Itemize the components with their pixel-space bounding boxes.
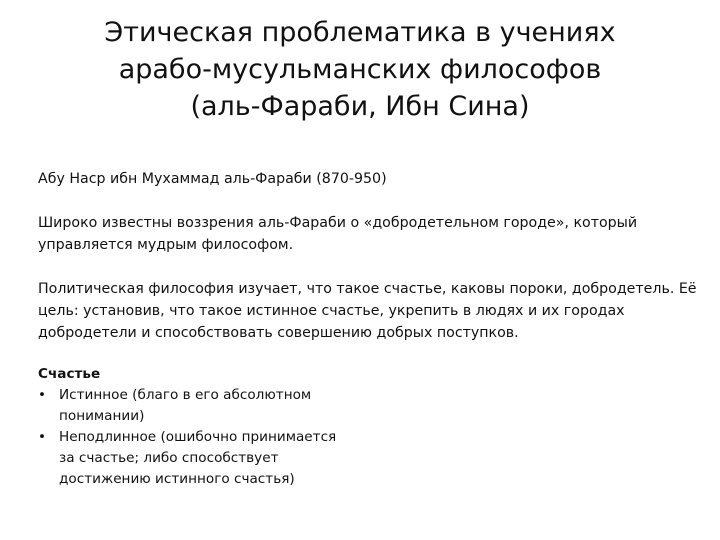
bullet-icon: • [38,387,47,403]
title-line-3: (аль-Фараби, Ибн Сина) [190,91,530,122]
title-line-2: арабо-мусульманских философов [118,54,602,85]
political-philosophy-paragraph: Политическая философия изучает, что такое счастье, каковы пороки, добродетель. Её цель: установив, что такое истинное счастье, укрепить в людях и их городах добродетели и способствовать совершению добрых поступков. [38,281,697,341]
happiness-list [38,385,368,490]
bullet-icon: • [38,429,47,445]
list-item-true-happiness [38,385,349,427]
list-item-false-happiness [38,427,349,490]
title-line-1: Этическая проблематика в учениях [104,17,616,48]
happiness-heading: Счастье [38,366,101,382]
slide-title [40,14,680,125]
happiness-section [38,364,368,490]
list-item-text: Истинное (благо в его абсолютном понимании) [59,387,312,424]
body-text [38,168,698,344]
list-item-text: Неподлинное (ошибочно принимается за счастье; либо способствует достижению истинного счастья) [59,429,337,487]
author-line: Абу Наср ибн Мухаммад аль-Фараби (870-950) [38,171,387,187]
virtuous-city-paragraph: Широко известны воззрения аль-Фараби о «добродетельном городе», который управляется мудрым философом. [38,215,638,253]
